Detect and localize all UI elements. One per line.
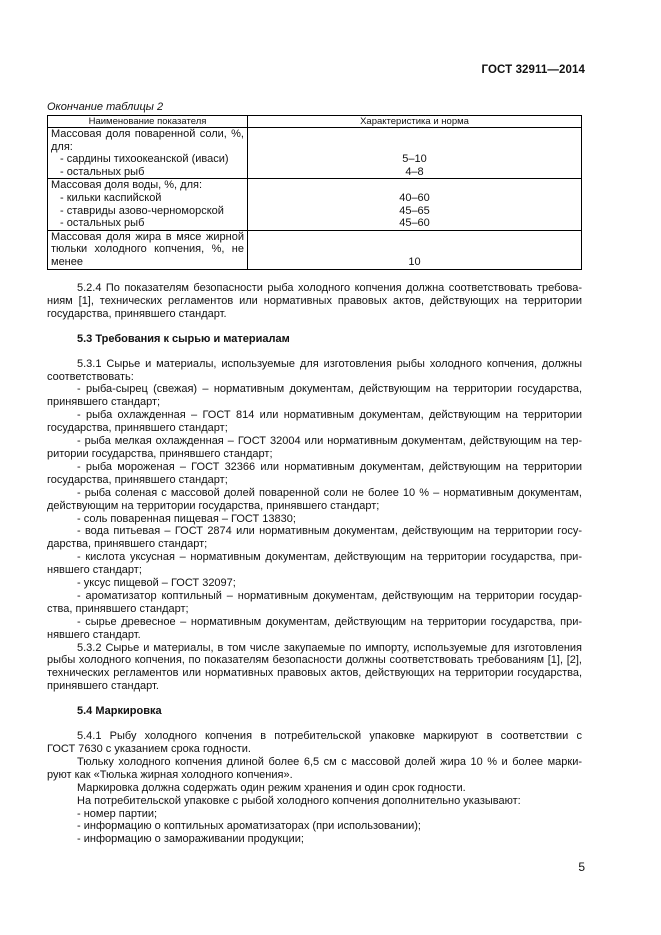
table-caption: Окончание таблицы 2 bbox=[47, 101, 164, 113]
text-line: ства, принявшего стандарт; bbox=[47, 602, 189, 615]
norm-value: 45–65 bbox=[399, 204, 430, 217]
section-heading-5-4: 5.4 Маркировка bbox=[77, 705, 162, 718]
text-line: руют как «Тюлька жирная холодного копчения». bbox=[47, 768, 293, 781]
norm-value: 10 bbox=[408, 255, 421, 268]
document-body bbox=[47, 282, 582, 846]
spec-table bbox=[47, 115, 582, 270]
text-line: соответствовать: bbox=[47, 370, 134, 383]
cell-line: для: bbox=[51, 140, 73, 153]
text-line: На потребительской упаковке с рыбой холодного копчения дополнительно указывают: bbox=[77, 794, 521, 807]
norm-value: 5–10 bbox=[402, 153, 427, 166]
text-line: государства, принявшего стандарт; bbox=[47, 473, 228, 486]
text-line: действующим на территории государства, принявшего стандарт; bbox=[47, 499, 380, 512]
table-row bbox=[48, 230, 582, 269]
text-line: нявшего стандарт. bbox=[47, 628, 141, 641]
text-line: нявшего стандарт; bbox=[47, 564, 142, 577]
table-cell-indicator bbox=[48, 128, 248, 179]
list-item: - кислота уксусная – нормативным документам, действующим на территории государства, при- bbox=[77, 551, 582, 564]
paragraph-5-4-1 bbox=[47, 730, 582, 846]
cell-line: - остальных рыб bbox=[60, 217, 145, 230]
cell-line: Массовая доля жира в мясе жирной bbox=[51, 230, 244, 243]
cell-line: менее bbox=[51, 255, 83, 268]
list-item: - ароматизатор коптильный – нормативным документам, действующим на территории государ- bbox=[77, 589, 582, 602]
paragraph-5-2-4 bbox=[47, 282, 582, 321]
table-cell-indicator bbox=[48, 179, 248, 230]
table-row bbox=[48, 128, 582, 179]
text-line: принявшего стандарт. bbox=[47, 680, 159, 693]
norm-value: 40–60 bbox=[399, 191, 430, 204]
text-line: ниям [1], технических регламентов или нормативных правовых актов, действующих на территории bbox=[47, 294, 582, 307]
table-cell-norm bbox=[248, 128, 582, 179]
page-number: 5 bbox=[578, 860, 585, 874]
list-item: - вода питьевая – ГОСТ 2874 или нормативным документам, действующим на территории госу- bbox=[77, 525, 582, 538]
text-line: ГОСТ 7630 с указанием срока годности. bbox=[47, 743, 251, 755]
text-line: 5.3.2 Сырье и материалы, в том числе закупаемые по импорту, используемые для изготовления bbox=[77, 641, 582, 654]
text-line: Маркировка должна содержать один режим хранения и один срок годности. bbox=[77, 781, 466, 794]
list-item: - информацию о коптильных ароматизаторах (при использовании); bbox=[77, 820, 421, 833]
cell-line: Массовая доля воды, %, для: bbox=[51, 179, 202, 192]
section-heading-5-3: 5.3 Требования к сырью и материалам bbox=[77, 332, 290, 345]
norm-value: 45–60 bbox=[399, 217, 430, 230]
cell-line: - сардины тихоокеанской (иваси) bbox=[60, 153, 229, 166]
document-code: ГОСТ 32911—2014 bbox=[481, 64, 585, 76]
table-cell-indicator bbox=[48, 230, 248, 269]
list-item: - рыба мороженая – ГОСТ 32366 или нормативным документам, действующим на территории bbox=[77, 460, 582, 473]
text-line: государства, принявшего стандарт; bbox=[47, 422, 228, 435]
norm-value: 4–8 bbox=[405, 165, 424, 178]
list-item: - соль поваренная пищевая – ГОСТ 13830; bbox=[77, 512, 296, 525]
paragraph-5-3-2 bbox=[47, 642, 582, 694]
text-line: ритории государства, принявшего стандарт; bbox=[47, 447, 273, 460]
text-line: 5.2.4 По показателям безопасности рыба холодного копчения должна соответствовать требова- bbox=[77, 282, 582, 294]
list-item: - рыба мелкая охлажденная – ГОСТ 32004 или нормативным документам, действующим на тер- bbox=[77, 435, 582, 448]
cell-line: тюльки холодного копчения, %, не bbox=[51, 243, 244, 256]
list-item: - информацию о замораживании продукции; bbox=[77, 833, 304, 846]
table-cell-norm bbox=[248, 230, 582, 269]
cell-line: - остальных рыб bbox=[60, 165, 145, 178]
text-line: 5.4.1 Рыбу холодного копчения в потребительской упаковке маркируют в соответствии с bbox=[77, 730, 582, 743]
text-line: технических регламентов или нормативных правовых актов, действующих на территории государства, bbox=[47, 667, 582, 680]
table-cell-norm bbox=[248, 179, 582, 230]
table-header-row bbox=[48, 116, 582, 128]
cell-line: - ставриды азово-черноморской bbox=[60, 204, 224, 217]
list-item: - рыба охлажденная – ГОСТ 814 или нормативным документам, действующим на территории bbox=[77, 409, 582, 422]
table-row bbox=[48, 179, 582, 230]
paragraph-5-3-1 bbox=[47, 358, 582, 642]
list-item: - номер партии; bbox=[77, 807, 158, 820]
text-line: 5.3.1 Сырье и материалы, используемые для изготовления рыбы холодного копчения, должны bbox=[77, 357, 582, 370]
table-header-norm: Характеристика и норма bbox=[248, 116, 582, 128]
text-line: принявшего стандарт; bbox=[47, 396, 161, 409]
list-item: - сырье древесное – нормативным документам, действующим на территории государства, при- bbox=[77, 615, 582, 628]
text-line: дарства, принявшего стандарт; bbox=[47, 538, 208, 551]
list-item: - уксус пищевой – ГОСТ 32097; bbox=[77, 577, 236, 590]
text-line: Тюльку холодного копчения длиной более 6,5 см с массовой долей жира 10 % и более марки- bbox=[77, 755, 582, 768]
list-item: - рыба-сырец (свежая) – нормативным документам, действующим на территории государства, bbox=[77, 383, 582, 396]
list-item: - рыба соленая с массовой долей поваренной соли не более 10 % – нормативным документам, bbox=[77, 486, 582, 499]
cell-line: Массовая доля поваренной соли, %, bbox=[51, 128, 244, 140]
table-header-indicator: Наименование показателя bbox=[48, 116, 248, 128]
text-line: рыбы холодного копчения, по показателям безопасности должны соответствовать требованиям [1], [2], bbox=[47, 654, 582, 667]
cell-line: - кильки каспийской bbox=[60, 191, 162, 204]
text-line: государства, принявшего стандарт. bbox=[47, 307, 227, 320]
